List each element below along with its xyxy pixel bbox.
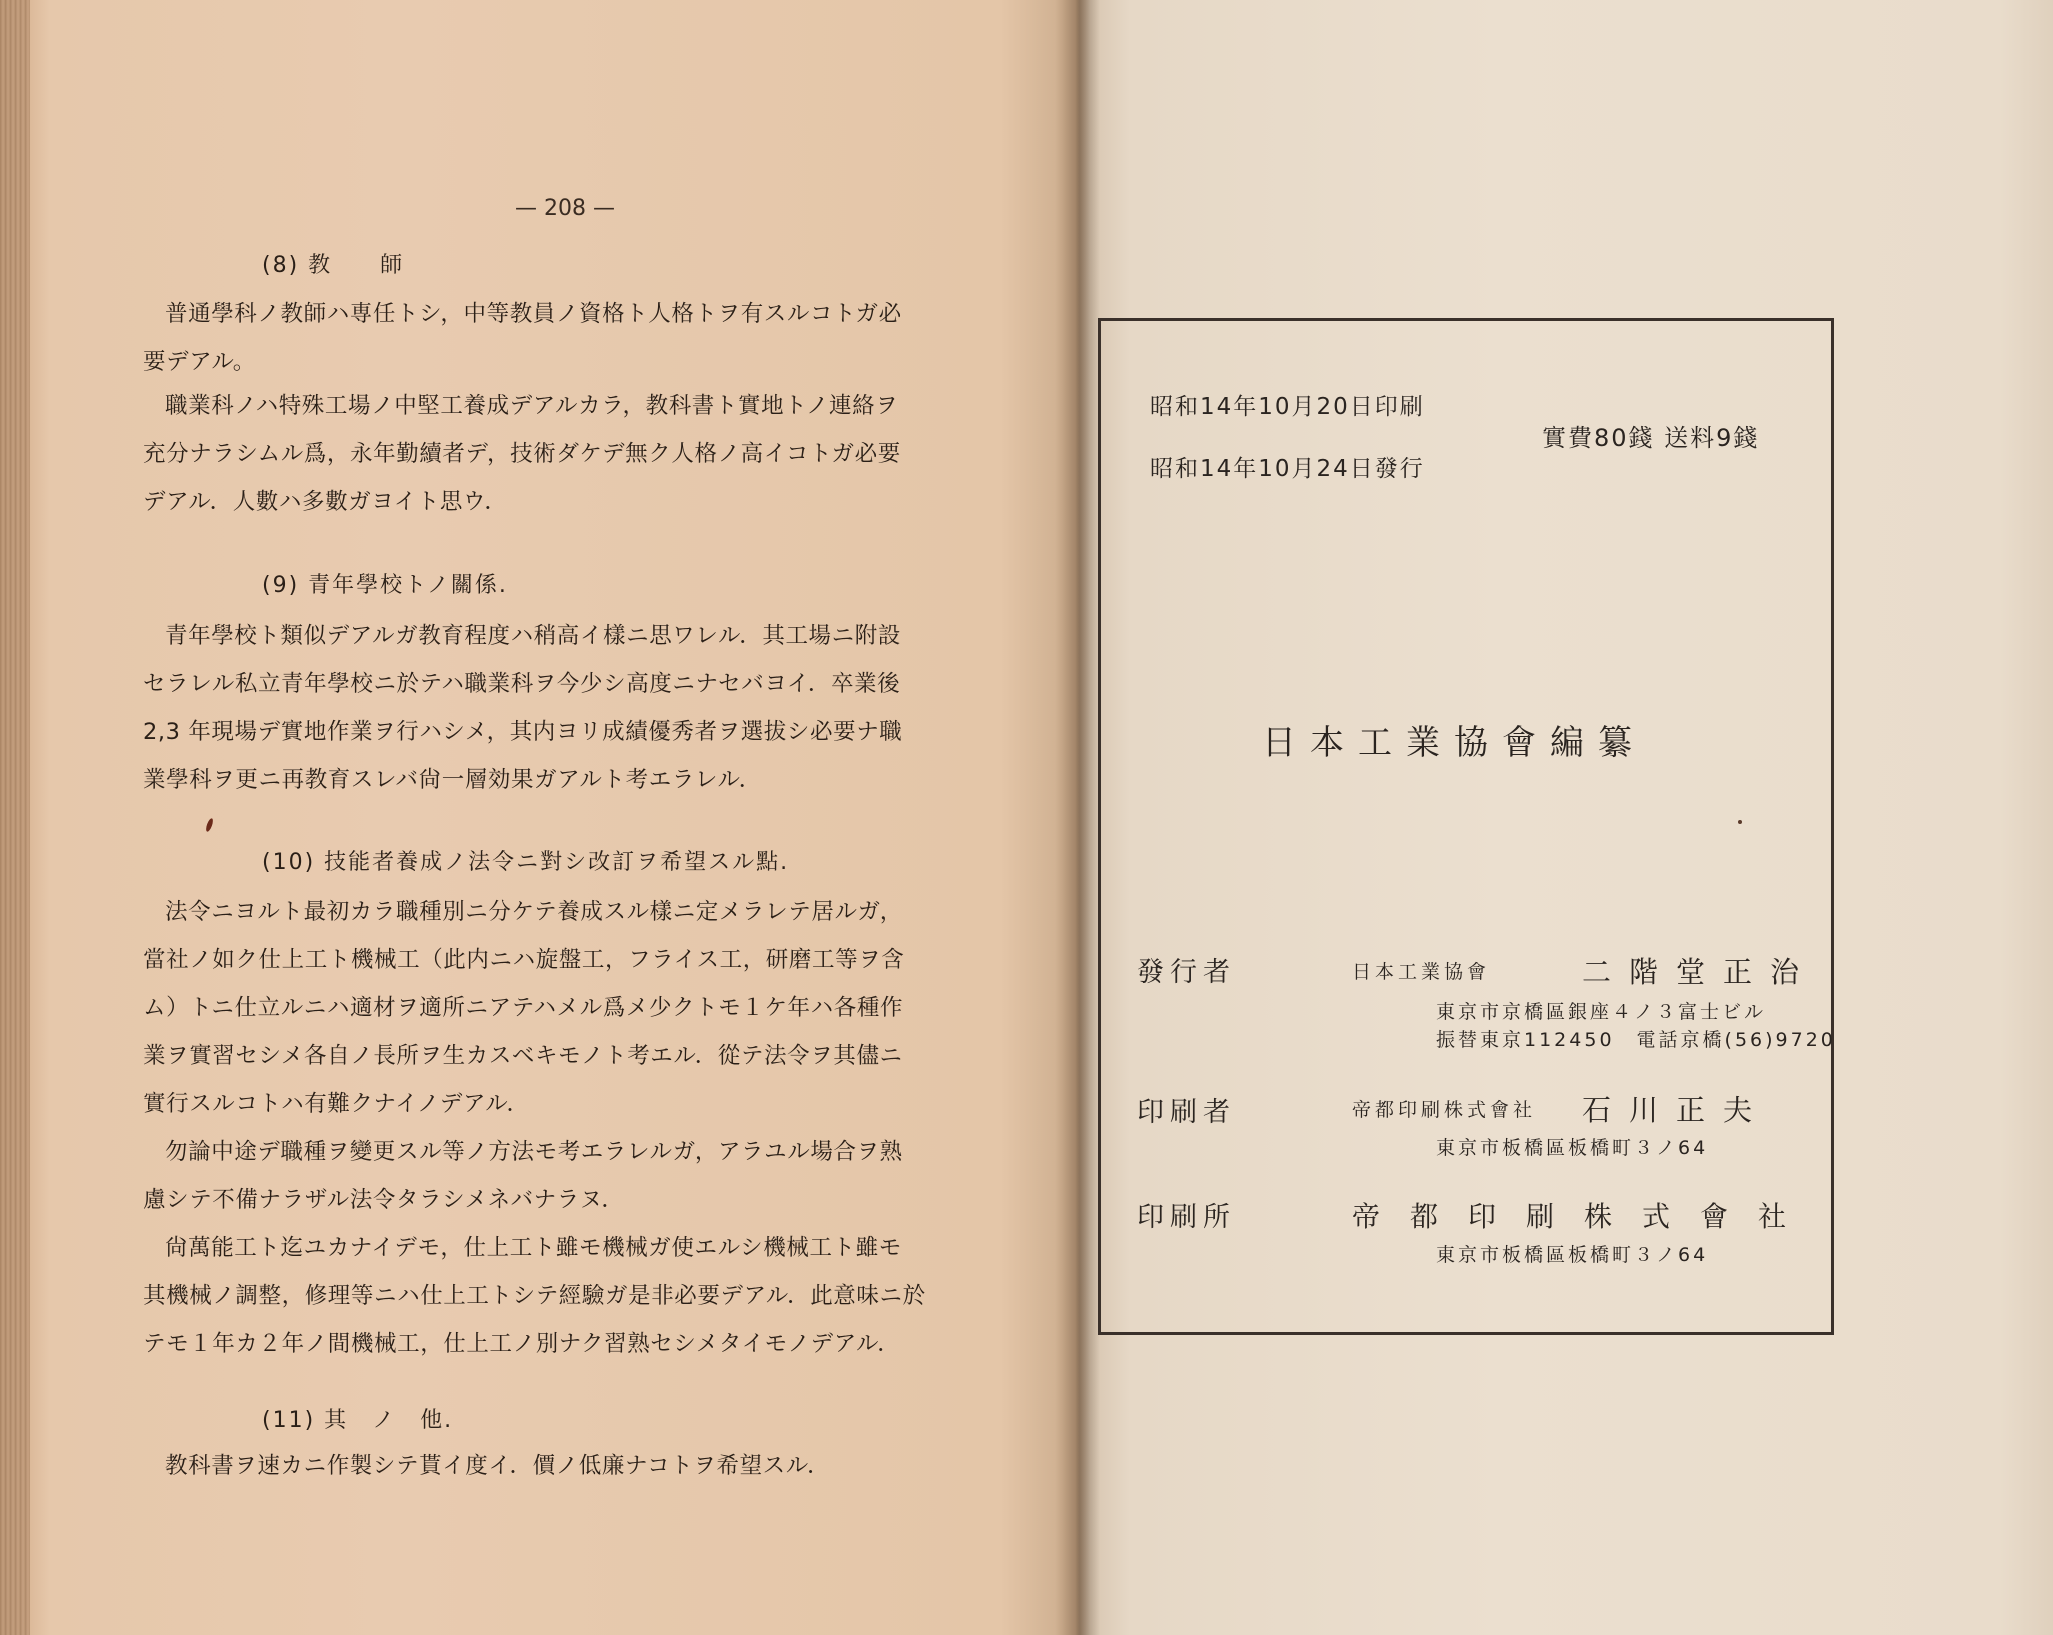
text-line: テモ１年カ２年ノ間機械工，仕上工ノ別ナク習熟セシメタイモノデアル． [143,1331,901,1357]
text-line: 教科書ヲ速カニ作製シテ貰イ度イ．價ノ低廉ナコトヲ希望スル． [165,1453,831,1479]
text-line: 業學科ヲ更ニ再教育スレバ尙一層効果ガアルト考エラレル． [143,767,762,793]
publisher-org: 日本工業協會 [1352,961,1491,983]
text-line: ム）トニ仕立ルニハ適材ヲ適所ニアテハメル爲メ少クトモ１ケ年ハ各種作 [143,995,904,1021]
compiler-credit: 日本工業協會編纂 [1262,723,1646,763]
printer-role: 印刷者 [1137,1097,1236,1128]
paper-speck [1738,820,1742,824]
text-line: 業ヲ實習セシメ各自ノ長所ヲ生カスベキモノト考エル．從テ法令ヲ其儘ニ [143,1043,903,1069]
section-10-paragraph-3 [143,1224,1013,1368]
page-number: — 208 — [515,196,615,221]
text-line: 青年學校ト類似デアルガ教育程度ハ稍高イ樣ニ思ワレル．其工場ニ附設 [165,623,901,649]
publisher-address: 東京市京橋區銀座４ノ３富士ビル [1436,1001,1767,1023]
publisher-contact: 振替東京112450 電話京橋(56)9720 [1436,1029,1836,1051]
section-8-paragraph-1 [143,290,1013,386]
printer-address: 東京市板橋區板橋町３ノ64 [1436,1137,1709,1159]
text-line: 法令ニヨルト最初カラ職種別ニ分ケテ養成スル樣ニ定メラレテ居ルガ， [165,899,903,925]
section-11-paragraph-1 [143,1442,1013,1490]
page-edges [0,0,30,1635]
text-line: セラレル私立青年學校ニ於テハ職業科ヲ今少シ高度ニナセバヨイ．卒業後 [143,671,901,697]
print-shop-address: 東京市板橋區板橋町３ノ64 [1436,1244,1709,1266]
text-line: 尙萬能工ト迄ユカナイデモ，仕上工ト雖モ機械ガ使エルシ機械工ト雖モ [165,1235,902,1261]
section-10-paragraph-1 [143,888,1013,1128]
section-heading-9: (9) 青年學校トノ關係. [262,573,508,598]
print-shop-name: 帝都印刷株式會社 [1352,1200,1817,1233]
book-gutter [1055,0,1100,1635]
section-heading-8: (8) 教 師 [262,253,405,278]
section-heading-11: (11) 其 ノ 他. [262,1408,454,1433]
printer-name: 石川正夫 [1582,1093,1771,1127]
issue-date: 昭和14年10月24日發行 [1150,456,1425,482]
price-label: 實費80錢 送料9錢 [1542,424,1760,452]
publisher-name: 二階堂正治 [1582,955,1818,989]
text-line: 勿論中途デ職種ヲ變更スル等ノ方法モ考エラレルガ，アラユル場合ヲ熟 [165,1139,903,1165]
ink-speck [205,818,214,833]
text-line: 充分ナラシムル爲，永年勤續者デ，技術ダケデ無ク人格ノ高イコトガ必要 [143,441,901,467]
text-line: 普通學科ノ教師ハ専任トシ，中等教員ノ資格ト人格トヲ有スルコトガ必 [165,301,902,327]
printer-org: 帝都印刷株式會社 [1352,1099,1537,1121]
section-9-paragraph-1 [143,612,1013,804]
print-shop-role: 印刷所 [1137,1202,1236,1233]
print-date: 昭和14年10月20日印刷 [1150,394,1425,420]
text-line: 職業科ノハ特殊工場ノ中堅工養成デアルカラ，教科書ト實地トノ連絡ヲ [165,393,899,419]
publisher-role: 發行者 [1137,957,1236,988]
text-line: 慮シテ不備ナラザル法令タラシメネバナラヌ． [143,1187,625,1213]
text-line: 其機械ノ調整，修理等ニハ仕上工トシテ經驗ガ是非必要デアル．此意味ニ於 [143,1283,926,1309]
text-line: 2,3 年現場デ實地作業ヲ行ハシメ，其内ヨリ成績優秀者ヲ選拔シ必要ナ職 [143,719,903,745]
text-line: 實行スルコトハ有難クナイノデアル． [143,1091,530,1117]
text-line: デアル．人數ハ多數ガヨイト思ウ． [143,489,508,515]
text-line: 當社ノ如ク仕上工ト機械工（此内ニハ旋盤工，フライス工，研磨工等ヲ含 [143,947,905,973]
section-heading-10: (10) 技能者養成ノ法令ニ對シ改訂ヲ希望スル點. [262,850,790,875]
text-line: 要デアル。 [143,349,256,375]
section-8-paragraph-2 [143,382,1013,526]
section-10-paragraph-2 [143,1128,1013,1224]
